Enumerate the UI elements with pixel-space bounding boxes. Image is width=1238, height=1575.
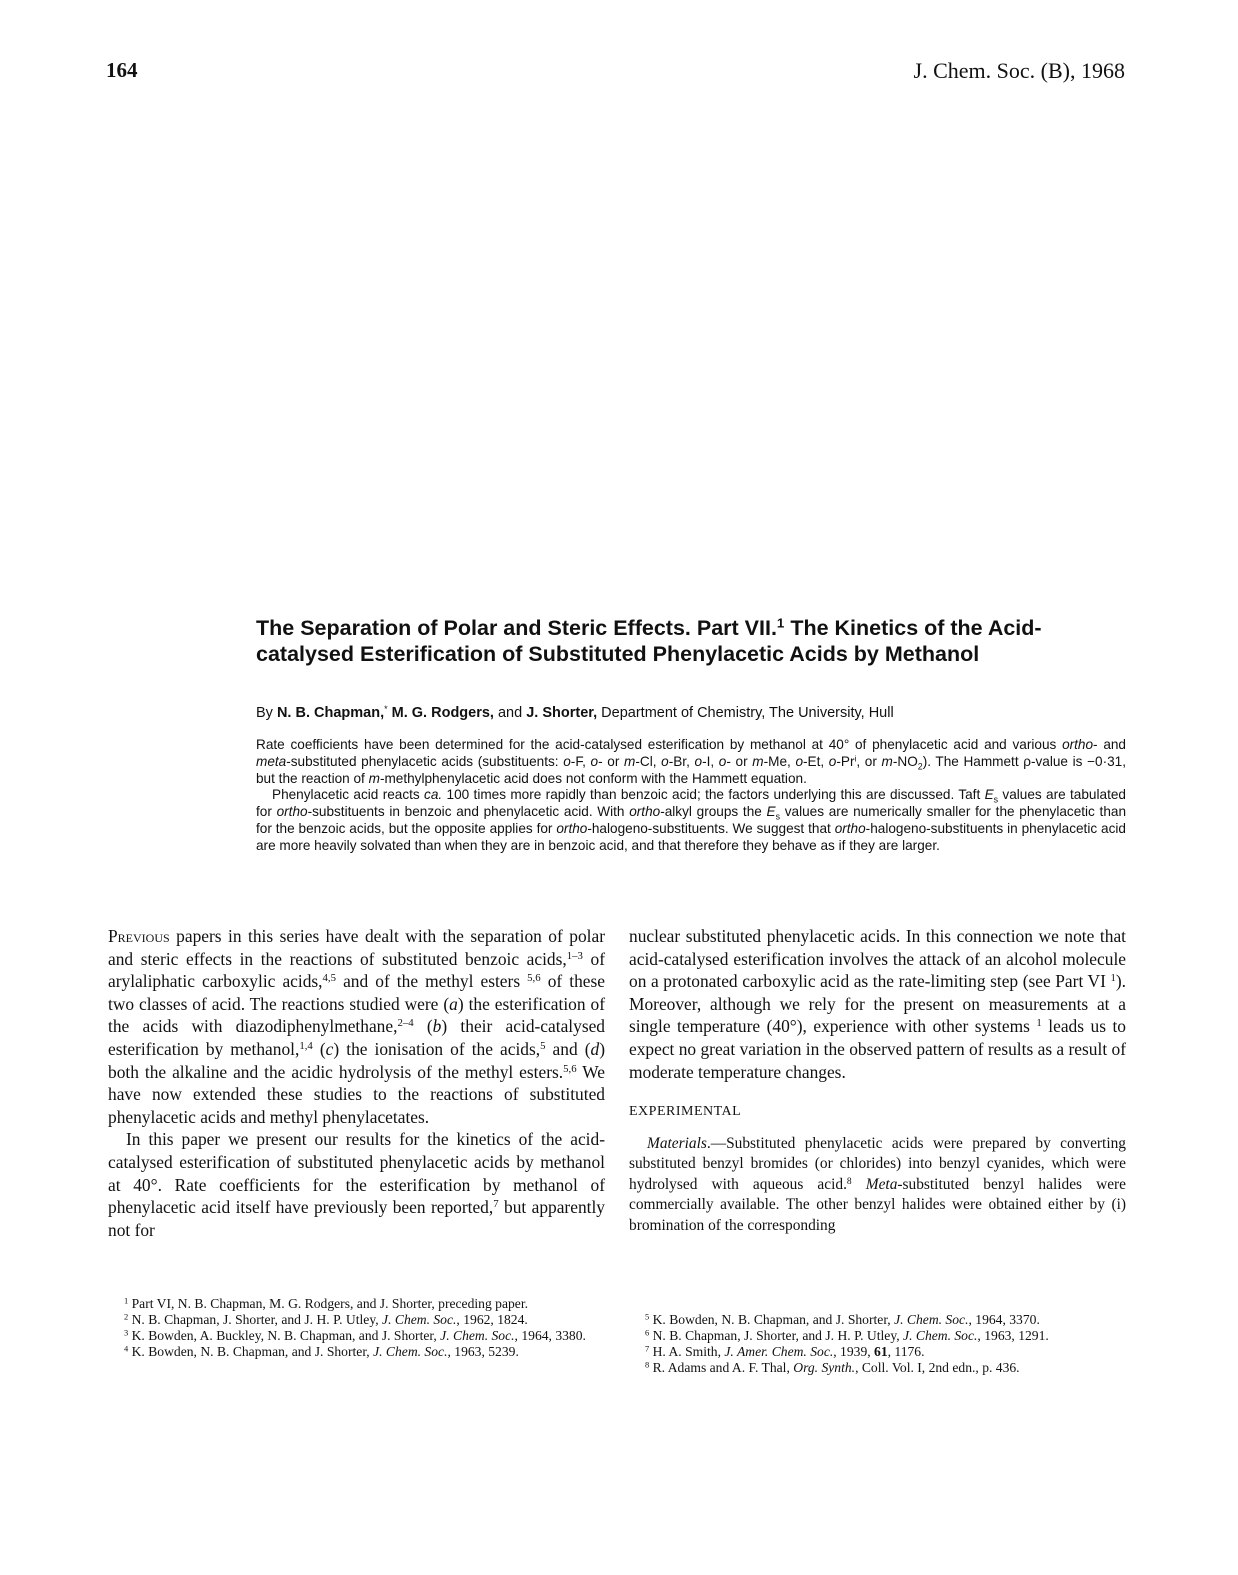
- footnote-7: $^7$ H. A. Smith, J. Amer. Chem. Soc., 1939, 61, 1176.: [645, 1343, 925, 1359]
- author-shorter: J. Shorter,: [526, 705, 598, 721]
- footnotes-right: [629, 1312, 1126, 1376]
- title-reference: 1: [776, 615, 785, 631]
- journal-reference: J. Chem. Soc. (B), 1968: [913, 58, 1125, 83]
- author-chapman: N. B. Chapman,: [276, 705, 385, 721]
- intro-paragraph-1: Previous papers in this series have dealt with the separation of polar and steric effects in the reactions of substituted benzoic acids,$^{1-3}$ of arylaliphatic carboxylic acids,$^{4,5}$ and of the methyl esters $^{5,6}$ of these two classes of acid. The reactions studied were (a) the esterification of the acids with diazodiphenylmethane,$^{2-4}$ (b) their acid-catalysed esterification by methanol,$^{1,4}$ (c) the ionisation of the acids,$^5$ and (d) both the alkaline and the acidic hydrolysis of the methyl esters.$^{5,6}$ We have now extended these studies to the reactions of substituted phenylacetic acids and methyl phenylacetates.: [108, 926, 606, 1127]
- abstract: [256, 737, 1126, 855]
- right-column: [629, 925, 1126, 1236]
- footnote-6: $^6$ N. B. Chapman, J. Shorter, and J. H. P. Utley, J. Chem. Soc., 1963, 1291.: [645, 1327, 1049, 1343]
- footnote-5: $^5$ K. Bowden, N. B. Chapman, and J. Shorter, J. Chem. Soc., 1964, 3370.: [645, 1311, 1040, 1327]
- abstract-paragraph-1: Rate coefficients have been determined for the acid-catalysed esterification by methanol at 40° of phenylacetic acid and various ortho- and meta-substituted phenylacetic acids (substituents: o-F, o- or m-Cl, o-Br, o-I, o- or m-Me, o-Et, o-Pr$^i$, or $m-NO_2$). The Hammett ρ-value is −0·31, but the reaction of m-methylphenylacetic acid does not conform with the Hammett equation.: [256, 737, 1127, 786]
- byline: By N. B. Chapman,* M. G. Rodgers, and J. Shorter, Department of Chemistry, The University, Hull: [256, 704, 894, 721]
- article-title: The Separation of Polar and Steric Effects. Part VII.$^1$ The Kinetics of the Acid-catalysed Esterification of Substituted Phenylacetic Acids by Methanol: [256, 615, 1042, 666]
- intro-paragraph-2: In this paper we present our results for the kinetics of the acid-catalysed esterification of substituted phenylacetic acids by methanol at 40°. Rate coefficients for the esterification by methanol of phenylacetic acid itself have previously been reported,$^7$ but apparently not for: [108, 1129, 605, 1240]
- footnote-1: $^1$ Part VI, N. B. Chapman, M. G. Rodgers, and J. Shorter, preceding paper.: [124, 1295, 528, 1311]
- materials-paragraph: Materials.—Substituted phenylacetic acids were prepared by converting substituted benzyl bromides (or chlorides) into benzyl cyanides, which were hydrolysed with aqueous acid.$^8$ Meta-substituted benzyl halides were commercially available. The other benzyl halides were obtained either by (i) bromination of the corresponding: [629, 1134, 1126, 1234]
- footnote-4: $^4$ K. Bowden, N. B. Chapman, and J. Shorter, J. Chem. Soc., 1963, 5239.: [124, 1343, 519, 1359]
- affiliation: Department of Chemistry, The University, Hull: [597, 705, 894, 721]
- page-number: 164: [106, 58, 138, 82]
- left-column: [108, 925, 605, 1241]
- footnote-8: $^8$ R. Adams and A. F. Thal, Org. Synth., Coll. Vol. I, 2nd edn., p. 436.: [645, 1359, 1020, 1375]
- section-heading-experimental: EXPERIMENTAL: [629, 1104, 742, 1120]
- intro-paragraph-3: nuclear substituted phenylacetic acids. In this connection we note that acid-catalysed esterification involves the attack of an alcohol molecule on a protonated carboxylic acid as the rate-limiting step (see Part VI $^1$). Moreover, although we rely for the present on measurements at a single temperature (40°), experience with other systems $^1$ leads us to expect no great variation in the observed pattern of results as a result of moderate temperature changes.: [629, 926, 1127, 1082]
- footnote-3: $^3$ K. Bowden, A. Buckley, N. B. Chapman, and J. Shorter, J. Chem. Soc., 1964, 3380.: [124, 1327, 586, 1343]
- author-rodgers: M. G. Rodgers,: [391, 705, 494, 721]
- abstract-paragraph-2: Phenylacetic acid reacts ca. 100 times more rapidly than benzoic acid; the factors underlying this are discussed. Taft $E_s$ values are tabulated for ortho-substituents in benzoic and phenylacetic acid. With ortho-alkyl groups the $E_s$ values are numerically smaller for the phenylacetic than for the benzoic acids, but the opposite applies for ortho-halogeno-substituents. We suggest that ortho-halogeno-substituents in phenylacetic acid are more heavily solvated than when they are in benzoic acid, and that therefore they behave as if they are larger.: [256, 787, 1127, 853]
- footnote-2: $^2$ N. B. Chapman, J. Shorter, and J. H. P. Utley, J. Chem. Soc., 1962, 1824.: [124, 1311, 528, 1327]
- footnotes-left: [108, 1296, 605, 1360]
